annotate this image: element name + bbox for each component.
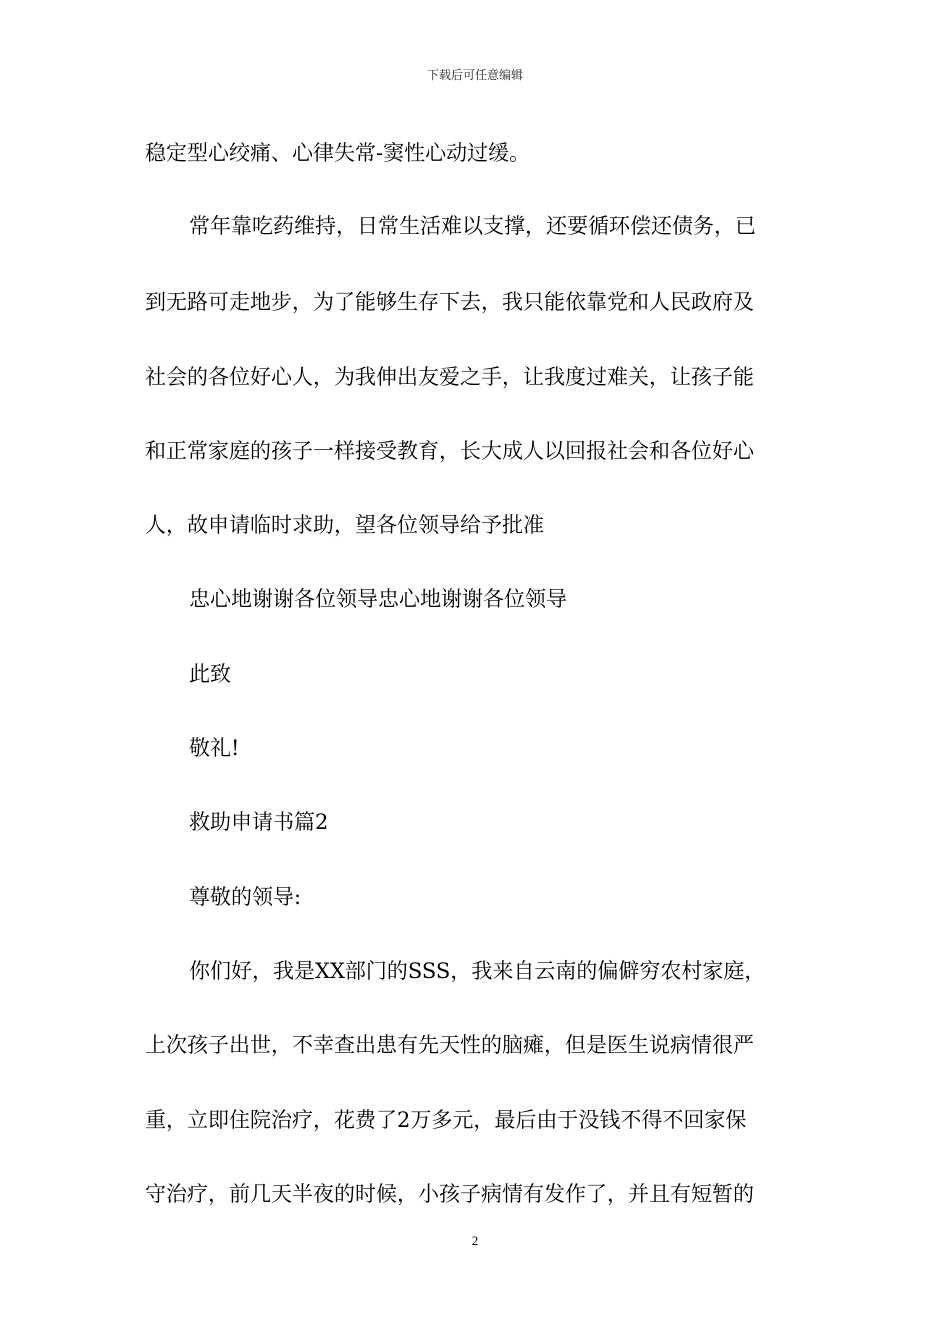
text-line-1: 稳定型心绞痛、心律失常-窦性心动过缓。 [145,141,531,165]
salutation: 尊敬的领导: [189,885,302,909]
page-header: 下载后可任意编辑 [426,68,523,82]
text-line-3: 到无路可走地步，为了能够生存下去，我只能依靠党和人民政府及 [145,290,754,314]
section-heading: 救助申请书篇2 [189,810,329,834]
page-number: 2 [471,1233,479,1248]
text-line-14: 重，立即住院治疗，花费了2万多元，最后由于没钱不得不回家保 [145,1108,747,1132]
text-line-5: 和正常家庭的孩子一样接受教育，长大成人以回报社会和各位好心 [145,439,754,463]
text-line-4: 社会的各位好心人，为我伸出友爱之手，让我度过难关，让孩子能 [145,365,754,389]
text-line-7: 忠心地谢谢各位领导忠心地谢谢各位领导 [189,587,567,611]
text-line-2: 常年靠吃药维持，日常生活难以支撑，还要循环偿还债务，已 [189,214,756,238]
text-line-15: 守治疗，前几天半夜的时候，小孩子病情有发作了，并且有短暂的 [145,1182,754,1206]
text-line-6: 人，故申请临时求助，望各位领导给予批准 [145,513,544,537]
text-line-9: 敬礼! [189,736,240,760]
text-line-12: 你们好，我是XX部门的SSS，我来自云南的偏僻穷农村家庭， [189,959,766,983]
text-line-13: 上次孩子出世，不幸查出患有先天性的脑瘫，但是医生说病情很严 [145,1033,754,1057]
text-line-8: 此致 [189,662,231,686]
